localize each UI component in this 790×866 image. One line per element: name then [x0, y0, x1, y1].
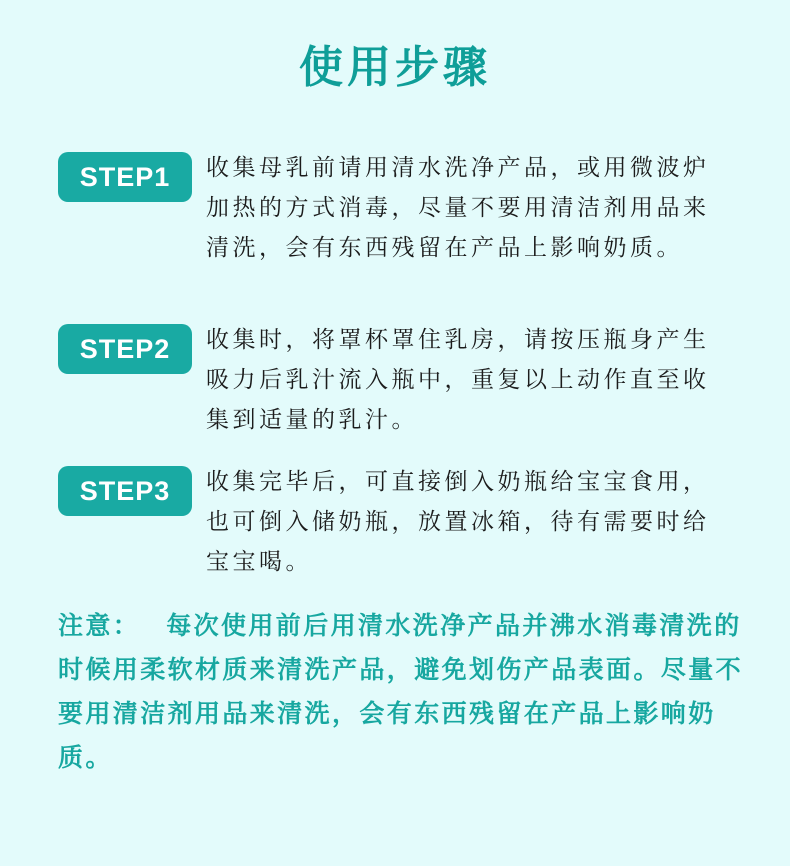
- note-label: 注意：: [58, 611, 141, 640]
- page-title: 使用步骤: [299, 42, 491, 93]
- step-3-badge: STEP3: [58, 466, 192, 516]
- step-3-text: 收集完毕后，可直接倒入奶瓶给宝宝食用，也可倒入储奶瓶，放置冰箱，待有需要时给宝宝喝。: [206, 469, 710, 575]
- note-text: 每次使用前后用清水洗净产品并沸水消毒清洗的时候用柔软材质来清洗产品，避免划伤产品表面。尽量不要用清洁剂用品来清洗，会有东西残留在产品上影响奶质。: [58, 611, 744, 772]
- step-2-badge: STEP2: [58, 324, 192, 374]
- note-paragraph: [58, 604, 748, 780]
- step-2-text: 收集时，将罩杯罩住乳房，请按压瓶身产生吸力后乳汁流入瓶中，重复以上动作直至收集到适量的乳汁。: [206, 327, 710, 433]
- step-1-badge: STEP1: [58, 152, 192, 202]
- step-1-text: 收集母乳前请用清水洗净产品，或用微波炉加热的方式消毒，尽量不要用清洁剂用品来清洗，会有东西残留在产品上影响奶质。: [206, 155, 710, 261]
